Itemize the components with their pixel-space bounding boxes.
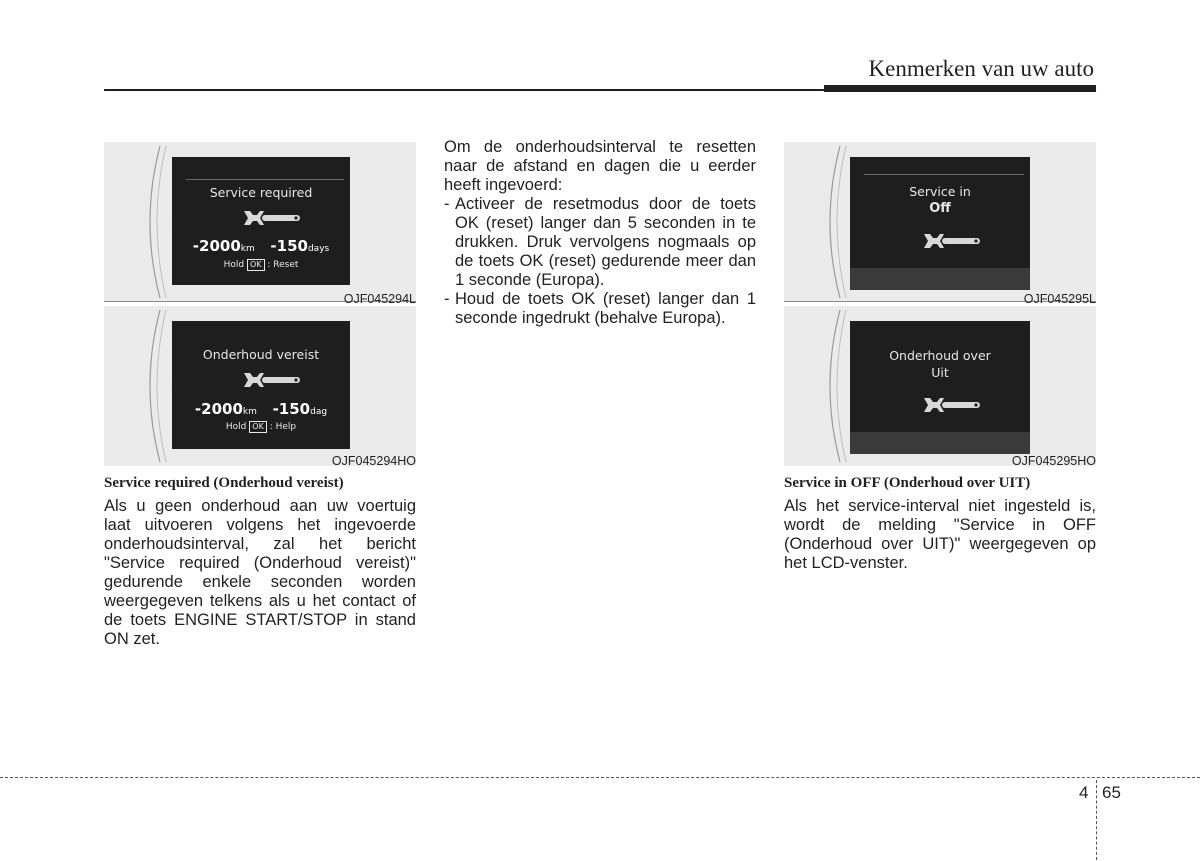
figure-onderhoud-vereist (104, 306, 416, 466)
paragraph: Als u geen onderhoud aan uw voertuig laat uitvoeren volgens het ingevoerde onderhoudsinterval, zal het bericht "Service required (Onderhoud vereist)" gedurende enkele seconden worden weergegeven telkens als u het contact of de toets ENGINE START/STOP in stand ON zet. (104, 497, 416, 648)
wrench-icon (242, 207, 304, 229)
paragraph-intro: Om de onderhoudsinterval te resetten naar de afstand en dagen die u eerder heeft ingevoerd: (444, 138, 756, 194)
wrench-icon (922, 230, 984, 252)
days-value: -150 (272, 400, 311, 418)
page-number: 65 (1102, 783, 1121, 802)
figure-code: OJF045295L (1023, 292, 1096, 306)
lcd-display (172, 157, 350, 285)
lcd-hint: Hold OK : Reset (223, 260, 299, 270)
paragraph: Als het service-interval niet ingesteld is, wordt de melding "Service in OFF (Onderhoud over UIT)" weergegeven op het LCD-venster. (784, 497, 1096, 572)
wrench-icon (242, 369, 304, 391)
header-rule (104, 89, 824, 91)
list-item: - Activeer de resetmodus door de toets OK (reset) langer dan 5 seconden in te drukken. Druk vervolgens nogmaals op de toets OK (reset) gedurende meer dan 1 seconde (Europa). (444, 195, 756, 289)
days-unit: days (307, 244, 330, 254)
lcd-display (850, 157, 1030, 290)
days-value: -150 (270, 237, 308, 255)
distance-unit: km (242, 407, 257, 417)
footer-dashed-rule (0, 777, 1200, 778)
days-unit: dag (310, 407, 328, 417)
section-heading-service-required: Service required (Onderhoud vereist) (104, 475, 344, 491)
lcd-message-title: Onderhoud vereist (202, 347, 320, 362)
figure-code: OJF045295HO (1011, 454, 1096, 468)
gauge-arc-decoration (784, 306, 854, 466)
lcd-readout (172, 237, 350, 255)
lcd-display (172, 321, 350, 449)
gauge-arc-decoration (104, 306, 174, 466)
ok-key-icon: OK (247, 259, 265, 271)
gauge-arc-decoration (784, 142, 854, 302)
chapter-number: 4 (1079, 783, 1089, 802)
left-body-text (104, 497, 416, 649)
distance-value: -2000 (194, 400, 243, 418)
distance-unit: km (240, 244, 255, 254)
figure-code: OJF045294L (343, 292, 416, 306)
running-header-title: Kenmerken van uw auto (868, 56, 1094, 81)
reset-steps-list (444, 195, 756, 328)
lcd-message-line2: Uit (931, 365, 949, 380)
lcd-message-line1: Service in (909, 184, 971, 199)
figure-service-required (104, 142, 416, 302)
figure-code: OJF045294HO (331, 454, 416, 468)
section-heading-service-in-off: Service in OFF (Onderhoud over UIT) (784, 475, 1031, 491)
lcd-message-line1: Onderhoud over (889, 348, 991, 363)
figure-onderhoud-over-uit (784, 306, 1096, 466)
gauge-arc-decoration (104, 142, 174, 302)
list-item: - Houd de toets OK (reset) langer dan 1 seconde ingedrukt (behalve Europa). (444, 290, 756, 327)
wrench-icon (922, 394, 984, 416)
right-body-text (784, 497, 1096, 573)
lcd-readout (172, 400, 350, 418)
lcd-message-title: Service required (209, 185, 313, 200)
ok-key-icon: OK (249, 421, 267, 433)
middle-body-text (444, 138, 756, 328)
figure-service-in-off (784, 142, 1096, 302)
footer-dashed-divider (1096, 780, 1097, 860)
lcd-message-line2: Off (929, 201, 951, 216)
header-rule-accent (824, 85, 1096, 92)
distance-value: -2000 (192, 237, 241, 255)
lcd-hint: Hold OK : Help (225, 422, 297, 432)
lcd-display (850, 321, 1030, 454)
